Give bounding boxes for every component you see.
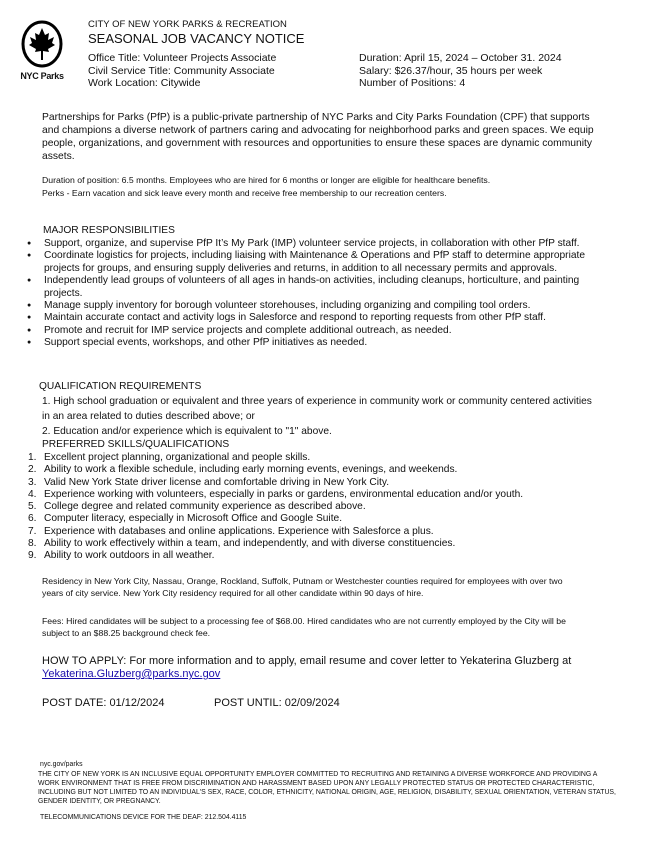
eeo-statement: THE CITY OF NEW YORK IS AN INCLUSIVE EQUAL OPPORTUNITY EMPLOYER COMMITTED TO RECRUITING AND RETAINING A DIVERSE WORKFORCE AND PROVIDING A WORK ENVIRONMENT THAT IS FREE FROM DISCRIMINATION AND HARASSMENT BASED UPON ANY LEGALLY PROTECTED STATUS OR PROTECTED CHARACTERISTIC, INCLUDING BUT NOT LIMITED TO AN INDIVIDUAL'S SEX, RACE, COLOR, ETHNICITY, NATIONAL ORIGIN, AGE, RELIGION, DISABILITY, SEXUAL ORIENTATION, VETERAN STATUS, GENDER IDENTITY, OR PREGNANCY. [38,771,616,805]
page-title: SEASONAL JOB VACANCY NOTICE [88,31,305,46]
positions: Number of Positions: 4 [359,77,466,89]
qualifications-heading: QUALIFICATION REQUIREMENTS [39,381,202,392]
fees-note: Fees: Hired candidates will be subject to a processing fee of $68.00. Hired candidates who are not currently employed by the City will be subject to an $88.25 background check fee. [42,616,566,638]
job-meta-left [88,52,276,90]
intro-paragraph: Partnerships for Parks (PfP) is a public-private partnership of NYC Parks and City Parks Foundation (CPF) that supports and champions a diverse network of partners caring and advocating for neighborhood parks and green spaces. We equip people, organizations, and government with resources and opportunities to ensure these spaces are dynamic community assets. [42,112,594,162]
work-location: Work Location: Citywide [88,77,201,89]
list-item: 2. Education and/or experience which is equivalent to "1" above. [42,426,332,437]
civil-service-title: Civil Service Title: Community Associate [88,64,275,77]
list-item: ● Support special events, workshops, and other PfP initiatives as needed. [27,337,592,349]
maple-leaf-icon [21,20,63,68]
list-item: ● Manage supply inventory for borough volunteer storehouses, including organizing and compiling tool orders. [27,300,592,312]
list-item: ● Coordinate logistics for projects, including liaising with Maintenance & Operations and PfP staff to determine appropriate projects for groups, and ensuring supply deliveries and returns, in addition to all necessary permits and approvals. [27,250,592,275]
list-item: 1. Excellent project planning, organizational and people skills. [28,452,311,463]
list-item: ● Support, organize, and supervise PfP It’s My Park (IMP) volunteer service projects, in collaboration with other PfP staff. [27,238,592,250]
apply-email-link[interactable]: Yekaterina.Gluzberg@parks.nyc.gov [42,668,221,680]
logo-text: NYC Parks [20,71,64,81]
responsibilities-heading: MAJOR RESPONSIBILITIES [43,225,175,236]
benefits-notes [42,174,622,200]
duration-note: Duration of position: 6.5 months. Employees who are hired for 6 months or longer are eligible for healthcare benefits. [42,175,491,185]
tdd-number: TELECOMMUNICATIONS DEVICE FOR THE DEAF: 212.504.4115 [40,814,247,821]
list-item: ● Maintain accurate contact and activity logs in Salesforce and respond to reporting requests from other PfP staff. [27,312,592,324]
office-title: Office Title: Volunteer Projects Associate [88,52,277,64]
perks-note: Perks - Earn vacation and sick leave every month and receive free membership to our recreation centers. [42,188,447,198]
preferred-list [28,452,608,563]
post-date: POST DATE: 01/12/2024 [42,697,165,709]
qualifications-list [42,394,592,439]
list-item: 1. High school graduation or equivalent and three years of experience in community work or community centered activities in an area related to duties described above; or [42,396,592,422]
list-item: 3. Valid New York State driver license and comfortable driving in New York City. [28,476,390,488]
salary: Salary: $26.37/hour, 35 hours per week [359,64,543,77]
responsibilities-list [27,238,592,350]
nyc-parks-logo [18,20,66,81]
list-item: 7. Experience with databases and online applications. Experience with Salesforce a plus. [28,525,434,537]
duration: Duration: April 15, 2024 – October 31. 2024 [359,52,562,64]
list-item: ● Independently lead groups of volunteers of all ages in hands-on activities, including cleanups, horticulture, and painting projects. [27,275,592,300]
list-item: 2. Ability to work a flexible schedule, including early morning events, evenings, and weekends. [28,464,458,476]
how-to-apply [42,655,602,681]
residency-note: Residency in New York City, Nassau, Orange, Rockland, Suffolk, Putnam or Westchester counties required for employees with over two years of city service. New York City residency required for all other candidate within 90 days of hire. [42,576,563,598]
list-item: 6. Computer literacy, especially in Microsoft Office and Google Suite. [28,513,343,525]
list-item: 5. College degree and related community experience as described above. [28,501,366,513]
footer-url: nyc.gov/parks [40,761,83,768]
list-item: 8. Ability to work effectively within a team, and independently, and with diverse constituencies. [28,538,456,550]
post-until: POST UNTIL: 02/09/2024 [214,697,340,709]
list-item: ● Promote and recruit for IMP service projects and complete additional outreach, as needed. [27,325,592,337]
apply-text: HOW TO APPLY: For more information and to apply, email resume and cover letter to Yekaterina Gluzberg at [42,655,572,667]
preferred-heading: PREFERRED SKILLS/QUALIFICATIONS [42,439,230,450]
list-item: 4. Experience working with volunteers, especially in parks or gardens, environmental education and/or youth. [28,488,524,500]
job-meta-right [359,52,562,90]
list-item: 9. Ability to work outdoors in all weather. [28,550,215,562]
agency-name: CITY OF NEW YORK PARKS & RECREATION [88,19,287,30]
